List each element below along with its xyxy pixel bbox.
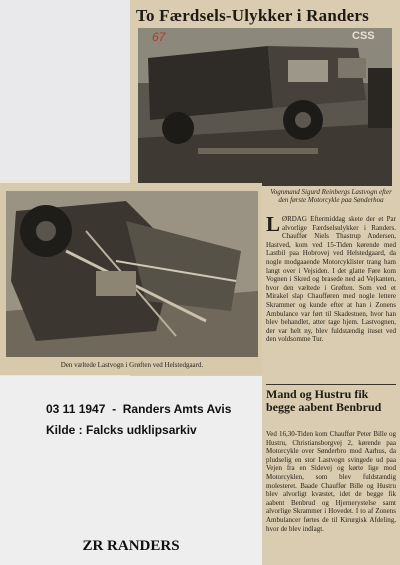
- article-second-accident: [266, 430, 396, 533]
- wreck-photo: [6, 191, 258, 357]
- truck-photo: [138, 28, 392, 186]
- handwritten-number: 67: [152, 30, 166, 44]
- divider: [266, 384, 396, 385]
- article-first-accident: [266, 212, 396, 344]
- archive-date-line: 03 11 1947 - Randers Amts Avis: [46, 402, 232, 416]
- truck-photo-caption: Vognmand Sigurd Reinbergs Lastvogn efter den første Motorcykle paa Sønderhoa: [270, 188, 392, 204]
- archive-footer-title: ZR RANDERS: [82, 538, 180, 554]
- article-first-text: ØRDAG Eftermiddag skete der et Par alvorlige Færdselsulykker i Randers. Chauffør Niels Thastrup Andersen, Hastved, kom ved 15-Tiden kørende med Lastbil paa Hobrovej ved Helstedgaard, da nogle modgaaende Motorcyklister trang ham langt over i Vejsiden. I det glatte Føre kom Vognen i Skred og brasede ned ad Vejkanten, hvor den væltede i Grøften. Som ved et Mirakel slap Chaufføren med nogle lettere Skrammer og kunde efter at han i Zonens Ambulance var ført til Skadestuen, hvor han blev behandlet, atter tage hjem. Lastvognen, der var helt ny, blev fuldstændig ituset ved den voldsomme Tur.: [266, 215, 396, 344]
- wreck-photo-caption: Den væltede Lastvogn i Grøften ved Helstedgaard.: [60, 361, 204, 369]
- dropcap: L: [266, 212, 281, 236]
- photo-mark: CSS: [352, 30, 375, 42]
- article-second-text: Ved 16,30-Tiden kom Chauffør Peter Bille og Hustru, Christiansborgvej 2, kørende paa Motorcykle over Sønderbro mod Aarhus, da pludselig en stor Lastvogn svingede ud paa Vejen fra en Sidevej og kørte lige mod Motorcyklen, som blev fuldstændig molesteret. Baade Chauffør Bille og Hustru blev alvorligt kvæstet, idet de begge fik aabent Benbrud og Hjernerystelse samt alvorlige Skrammer i Hovedet. I to af Zonens Ambulancer førtes de til Kirurgisk Afdeling, hvor de blev indlagt.: [266, 430, 396, 533]
- second-headline: Mand og Hustru fik begge aabent Benbrud: [266, 387, 382, 414]
- archive-source-line: Kilde : Falcks udklipsarkiv: [46, 423, 197, 437]
- blank-top-left-area: [0, 0, 132, 180]
- clipping-headline: To Færdsels-Ulykker i Randers: [136, 6, 369, 25]
